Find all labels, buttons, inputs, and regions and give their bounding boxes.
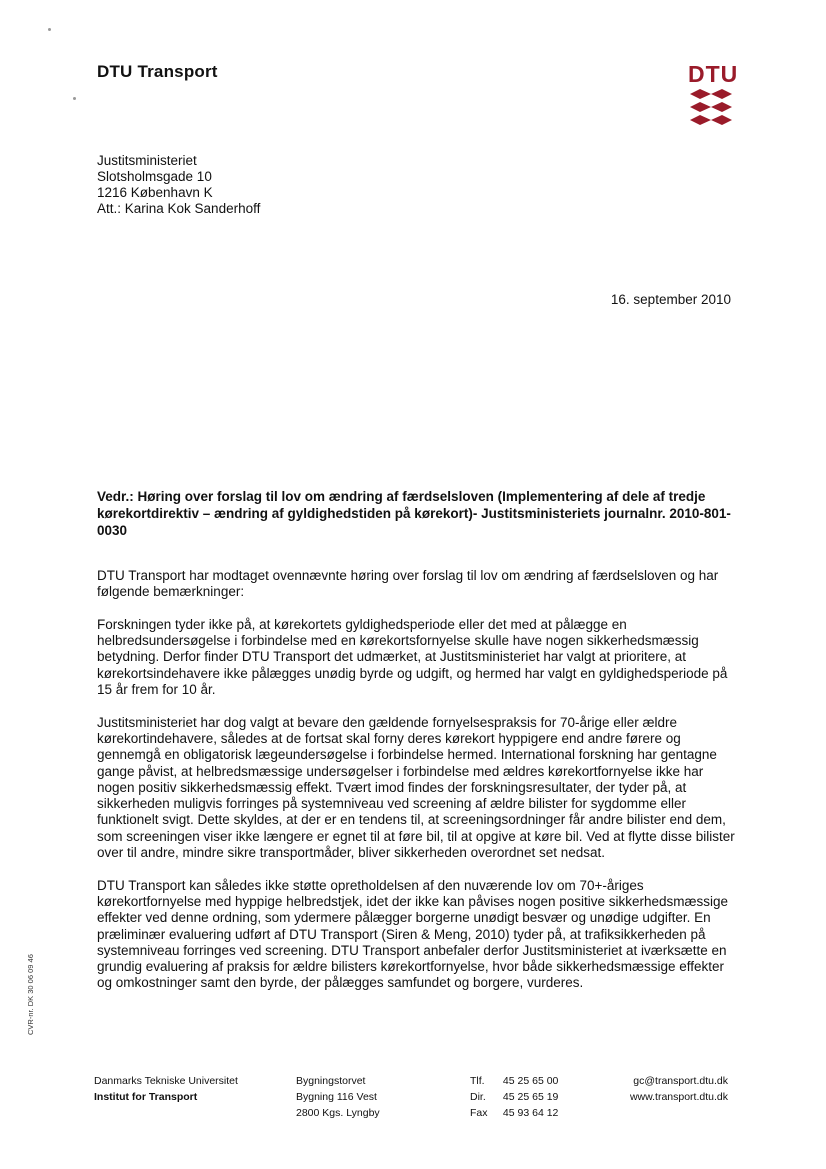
logo-emblem-icon — [688, 88, 734, 128]
address-line: Att.: Karina Kok Sanderhoff — [97, 201, 261, 216]
address-line: 1216 København K — [97, 185, 213, 200]
footer-web: www.transport.dtu.dk — [629, 1091, 728, 1103]
dtu-logo — [688, 60, 739, 128]
letter-subject: Vedr.: Høring over forslag til lov om ændring af færdselsloven (Implementering af dele af tredje kørekortdirektiv – ændring af gyldighedstiden på kørekort)- Justitsministeriets journalnr. 2010-801-0030 — [97, 489, 731, 538]
cvr-number — [26, 954, 40, 1035]
recipient-address — [97, 153, 260, 217]
footer-contact — [560, 1073, 728, 1105]
footer-address — [296, 1073, 380, 1121]
phone-number: 45 93 64 12 — [502, 1107, 559, 1119]
organization-name: DTU Transport — [97, 62, 218, 81]
scan-speck — [48, 28, 51, 31]
phone-label: Fax — [470, 1107, 488, 1119]
phone-label: Dir. — [470, 1091, 486, 1103]
address-line: Justitsministeriet — [97, 153, 197, 168]
body-paragraph: DTU Transport har modtaget ovennævnte høring over forslag til lov om ændring af færdselsloven og har følgende bemærkninger: — [97, 568, 719, 600]
logo-text: DTU — [688, 61, 739, 87]
footer-phone-row — [470, 1089, 558, 1105]
footer-institution — [94, 1073, 238, 1105]
footer-phone-row — [470, 1073, 558, 1089]
cvr-text: CVR-nr. DK 30 06 09 46 — [26, 954, 35, 1035]
body-paragraph: Justitsministeriet har dog valgt at bevare den gældende fornyelsespraksis for 70-årige eller ældre kørekortindehavere, således at de fortsat skal forny deres kørekort hyppigere end andre førere og gennemgå en obligatorisk lægeundersøgelse i forbindelse hermed. International forskning har gentagne gange påvist, at helbredsmæssige undersøgelser i forbindelse med ældres kørekortfornyelse ikke har nogen positiv sikkerhedsmæssig effekt. Tvært imod findes der forskningsresultater, der tyder på, at sikkerheden muligvis forringes på systemniveau ved screening af ældre bilister for sygdomme eller funktionelt svigt. Dette skyldes, at der er en tendens til, at screeningsordninger får andre bilister end dem, som screeningen viser ikke længere er egnet til at føre bil, til at opgive at køre bil. Ved at flytte disse bilister over til andre, mindre sikre transportmåder, bliver sikkerheden overordnet set nedsat. — [97, 714, 735, 861]
letter-date: 16. september 2010 — [610, 292, 731, 307]
footer-street: Bygningstorvet — [296, 1075, 366, 1087]
phone-number: 45 25 65 19 — [502, 1091, 559, 1103]
phone-number: 45 25 65 00 — [502, 1075, 559, 1087]
body-paragraph: Forskningen tyder ikke på, at kørekortets gyldighedsperiode eller det med at pålægge en helbredsundersøgelse i forbindelse med en kørekortsfornyelse skulle have nogen sikkerhedsmæssig betydning. Derfor finder DTU Transport det udmærket, at Justitsministeriet har valgt at prioritere, at kørekortsindehavere ikke pålægges unødig byrde og udgift, og hermed har valgt en gyldighedsperiode på 15 år frem for 10 år. — [97, 616, 728, 698]
footer-email: gc@transport.dtu.dk — [633, 1075, 728, 1087]
footer-institute: Institut for Transport — [94, 1091, 198, 1103]
footer-building: Bygning 116 Vest — [296, 1091, 377, 1103]
footer-university: Danmarks Tekniske Universitet — [94, 1075, 238, 1087]
footer-phones — [470, 1073, 558, 1121]
footer-city: 2800 Kgs. Lyngby — [296, 1107, 380, 1119]
letter-body — [97, 568, 737, 1008]
address-line: Slotsholmsgade 10 — [97, 169, 212, 184]
body-paragraph: DTU Transport kan således ikke støtte opretholdelsen af den nuværende lov om 70+-åriges kørekortfornyelse med hyppige helbredstjek, idet der ikke kan påvises nogen positive sikkerhedsmæssige effekter ved denne ordning, som ydermere pålægger borgerne unødigt besvær og unødige udgifter. En præliminær evaluering udført af DTU Transport (Siren & Meng, 2010) tyder på, at trafiksikkerheden på systemniveau forringes ved screening. DTU Transport anbefaler derfor Justitsministeriet at iværksætte en grundig evaluering af praksis for ældre bilisters kørekortfornyelse, hvor både sikkerhedsmæssige effekter og omkostninger samt den byrde, der pålægges samfundet og borgere, vurderes. — [97, 877, 729, 991]
footer-phone-row — [470, 1105, 558, 1121]
phone-label: Tlf. — [470, 1075, 485, 1087]
scan-speck — [73, 97, 76, 100]
